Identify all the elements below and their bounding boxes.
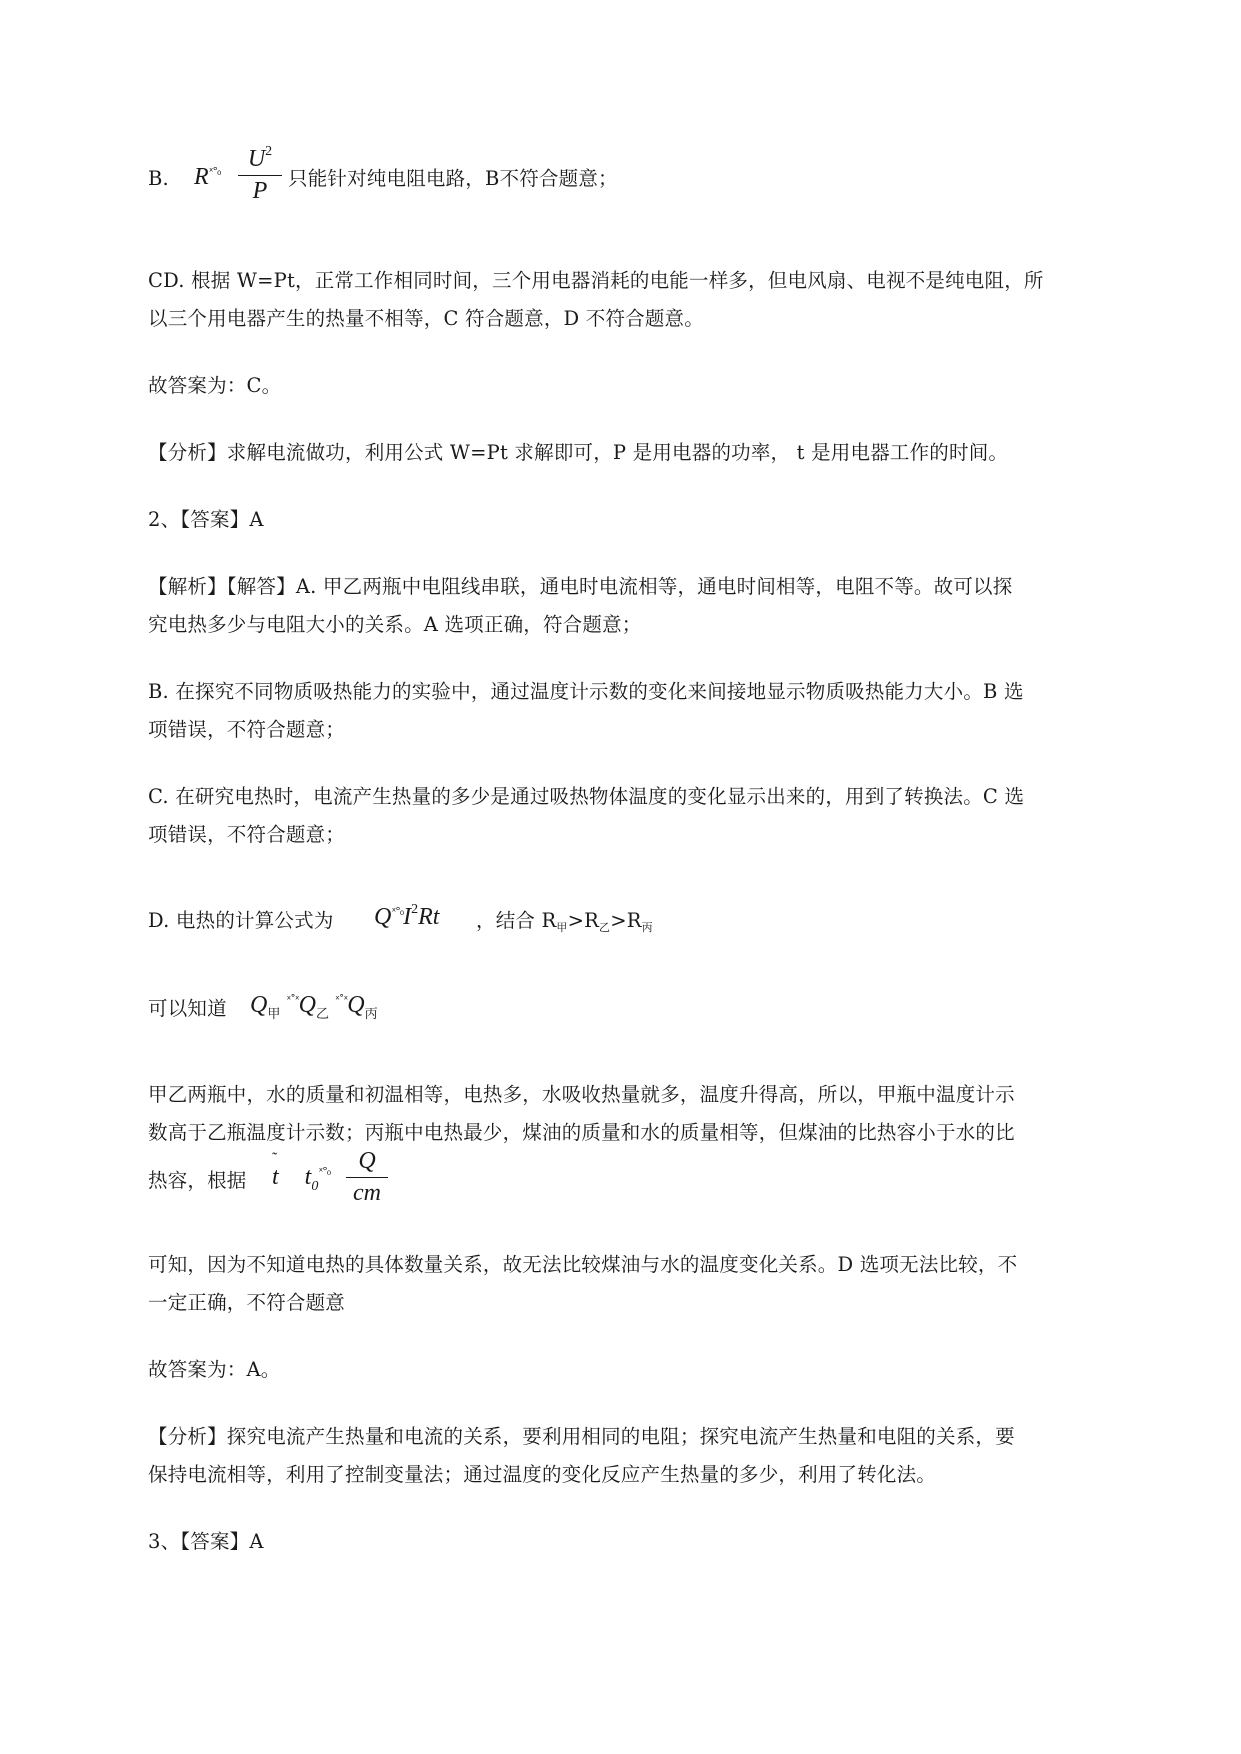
answer-1: 故答案为：C。 [148,374,282,397]
analysis-1: 【分析】求解电流做功，利用公式 W=Pt 求解即可，P 是用电器的功率， t 是用电器工作的时间。 [148,441,1009,464]
option-b-text: 只能针对纯电阻电路，B不符合题意； [288,167,618,190]
fraction-numerator: Q [358,1148,376,1174]
math-r: R [194,164,209,190]
option-cd-line-2: 以三个用电器产生的热量不相等，C 符合题意，D 不符合题意。 [148,307,704,330]
option-b2-line-1: B. 在探究不同物质吸热能力的实验中，通过温度计示数的变化来间接地显示物质吸热能力大小。B 选 [148,680,1024,703]
option-c2-line-2: 项错误，不符合题意； [148,823,346,846]
fraction-numerator: $U^2$ [247,144,273,172]
formula-delta-t: t ˜ $t_0^{ˣ^\circ_0}$ [272,1150,331,1194]
fraction-q-over-cm [346,1148,388,1207]
option-d2-label: D. 电热的计算公式为 [148,909,334,932]
formula-q-i2rt: $Q^{ˣ^\circ_0}I^2Rt$ [374,902,440,930]
fraction-u2-over-p [238,146,282,205]
option-cd-line-1: CD. 根据 W=Pt，正常工作相同时间，三个用电器消耗的电能一样多，但电风扇、电视不是纯电阻，所 [148,269,1044,292]
conclusion-line-2: 一定正确，不符合题意 [148,1291,346,1314]
garbled-equals-icon: ˣ°₀ [318,1165,331,1178]
garbled-equals-icon: ˣ°₀ [391,905,404,918]
formula-r [194,164,220,191]
garbled-gt-icon: ˣ˚ˣ [286,993,299,1006]
fraction-denominator: P [252,178,268,204]
garbled-equals-icon: ˣ°₀ [208,165,221,178]
option-d2-relation: ，结合 $R_甲>R_乙>R_丙$ [476,909,653,934]
question-3-answer: 3、【答案】A [148,1530,264,1553]
question-2-answer: 2、【答案】A [148,508,264,531]
solution-line-2: 究电热多少与电阻大小的关系。A 选项正确，符合题意； [148,613,642,636]
paragraph-line-3-label: 热容，根据 [148,1169,247,1192]
option-b-label: B. [148,167,169,190]
analysis-2-line-1: 【分析】探究电流产生热量和电流的关系，要利用相同的电阻；探究电流产生热量和电阻的关系，要 [148,1425,1015,1448]
paragraph-line-1: 甲乙两瓶中，水的质量和初温相等，电热多，水吸收热量就多，温度升得高，所以，甲瓶中温度计示 [148,1083,1015,1106]
solution-line-1: 【解析】【解答】A. 甲乙两瓶中电阻线串联，通电时电流相等，通电时间相等，电阻不等。故可以探 [148,575,1013,598]
formula-q-compare: $Q_甲$ $^{ˣ˚ˣ}Q_乙$ $^{ˣ˚ˣ}Q_丙$ [250,992,378,1022]
analysis-2-line-2: 保持电流相等，利用了控制变量法；通过温度的变化反应产生热量的多少，利用了转化法。 [148,1463,937,1486]
paragraph-line-2: 数高于乙瓶温度计示数；丙瓶中电热最少，煤油的质量和水的质量相等，但煤油的比热容小于水的比 [148,1121,1015,1144]
math-t-tilde: t ˜ [272,1150,279,1190]
option-b2-line-2: 项错误，不符合题意； [148,718,346,741]
conclusion-line-1: 可知，因为不知道电热的具体数量关系，故无法比较煤油与水的温度变化关系。D 选项无法比较，不 [148,1253,1018,1276]
option-c2-line-1: C. 在研究电热时，电流产生热量的多少是通过吸热物体温度的变化显示出来的，用到了转换法。C 选 [148,785,1025,808]
know-label: 可以知道 [148,997,227,1020]
garbled-gt-icon: ˣ˚ˣ [334,993,348,1006]
answer-2: 故答案为：A。 [148,1358,281,1381]
fraction-denominator: cm [353,1180,381,1206]
